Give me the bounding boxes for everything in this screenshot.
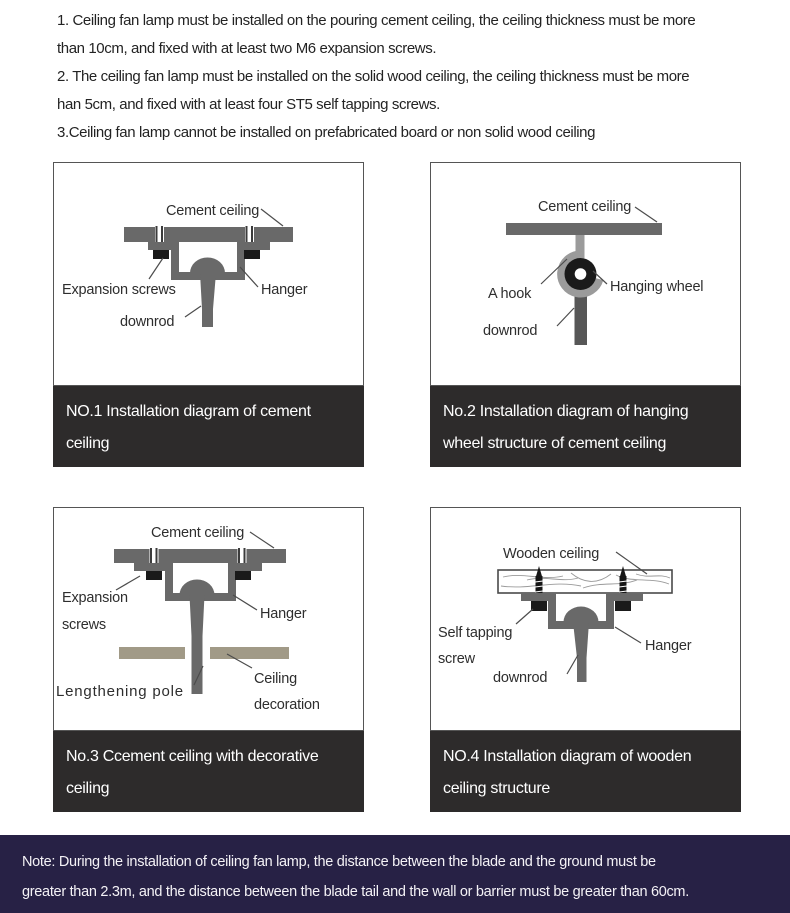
label-self-tapping: Self tapping — [438, 625, 513, 641]
label-expansion-screws: Expansion screws — [62, 282, 176, 298]
leader-expansion-screws — [149, 258, 163, 279]
label-hanging-wheel: Hanging wheel — [610, 279, 704, 295]
label-expansion: Expansion — [62, 590, 128, 606]
screw-head-right — [615, 601, 631, 611]
caption-line: wheel structure of cement ceiling — [443, 435, 667, 452]
caption-line: No.3 Ccement ceiling with decorative — [66, 748, 319, 765]
label-decoration: decoration — [254, 697, 320, 713]
leader-hanger — [233, 595, 257, 610]
label-lengthening-pole: Lengthening pole — [56, 683, 184, 700]
label-downrod: downrod — [483, 323, 538, 339]
rule-line-1: 1. Ceiling fan lamp must be installed on the pouring cement ceiling, the ceiling thickness must be more — [57, 12, 696, 29]
caption-line: NO.1 Installation diagram of cement — [66, 403, 311, 420]
label-screws: screws — [62, 617, 106, 633]
diagram-no1-canvas — [53, 162, 364, 386]
leader-self-tapping-screw — [516, 609, 533, 624]
downrod-shape — [200, 273, 216, 327]
hanger-dome — [180, 580, 215, 596]
rule-line-4: han 5cm, and fixed with at least four ST5 self tapping screws. — [57, 96, 440, 113]
label-wooden-ceiling: Wooden ceiling — [503, 546, 600, 562]
screw-nut-left — [153, 250, 169, 259]
wheel-hole — [575, 268, 587, 280]
leader-hanger — [615, 627, 641, 643]
caption-line: No.2 Installation diagram of hanging — [443, 403, 689, 420]
caption-line: ceiling — [66, 780, 110, 797]
diagram-no4-canvas — [430, 507, 741, 731]
ceiling-decoration-left — [119, 647, 185, 659]
rule-line-2: than 10cm, and fixed with at least two M6 expansion screws. — [57, 40, 437, 57]
cement-ceiling-bar — [124, 227, 293, 242]
label-cement-ceiling: Cement ceiling — [166, 203, 260, 219]
leader-cement-ceiling — [261, 209, 283, 226]
screw-head-left — [531, 601, 547, 611]
leader-downrod — [567, 655, 578, 674]
label-cement-ceiling: Cement ceiling — [151, 525, 245, 541]
diagram-card-no1 — [53, 162, 364, 467]
downrod-shape — [573, 622, 589, 682]
diagram-card-no2 — [430, 162, 741, 467]
label-hanger: Hanger — [645, 638, 692, 654]
diagram-no3-figure — [54, 508, 363, 730]
screw-nut-left — [146, 571, 162, 580]
leader-downrod — [557, 308, 574, 326]
leader-cement-ceiling — [250, 532, 274, 548]
note-line-2: greater than 2.3m, and the distance between the blade tail and the wall or barrier must be greater than 60cm. — [22, 884, 689, 900]
label-ceiling: Ceiling — [254, 671, 297, 687]
screw-nut-right — [244, 250, 260, 259]
caption-line: ceiling — [66, 435, 110, 452]
label-hanger: Hanger — [260, 606, 307, 622]
diagram-no3-caption — [53, 731, 364, 812]
cement-ceiling-bar — [506, 223, 662, 235]
label-downrod: downrod — [120, 314, 175, 330]
diagram-card-no3 — [53, 507, 364, 812]
cement-ceiling-bar — [114, 549, 286, 563]
label-screw: screw — [438, 651, 475, 667]
leader-expansion-screws — [116, 576, 140, 590]
hanger-dome — [190, 258, 225, 274]
diagram-no3-canvas — [53, 507, 364, 731]
note-line-1: Note: During the installation of ceiling fan lamp, the distance between the blade and the ground must be — [22, 854, 656, 870]
label-downrod: downrod — [493, 670, 548, 686]
diagram-no2-canvas — [430, 162, 741, 386]
diagram-no2-caption — [430, 386, 741, 467]
diagram-no1-figure — [54, 163, 363, 385]
installation-rules — [57, 7, 783, 147]
diagram-card-no4 — [430, 507, 741, 812]
leader-cement-ceiling — [635, 207, 657, 222]
rule-line-5: 3.Ceiling fan lamp cannot be installed on prefabricated board or non solid wood ceiling — [57, 124, 596, 141]
ceiling-decoration-right — [210, 647, 289, 659]
leader-downrod — [185, 306, 201, 317]
caption-line: ceiling structure — [443, 780, 550, 797]
label-cement-ceiling: Cement ceiling — [538, 199, 632, 215]
diagram-no4-figure — [431, 508, 740, 730]
diagram-no2-figure — [431, 163, 740, 385]
label-a-hook: A hook — [488, 286, 532, 302]
caption-line: NO.4 Installation diagram of wooden — [443, 748, 692, 765]
rule-line-3: 2. The ceiling fan lamp must be installed on the solid wood ceiling, the ceiling thickness must be more — [57, 68, 690, 85]
hanger-dome — [564, 607, 599, 622]
note-bar — [0, 835, 790, 913]
label-hanger: Hanger — [261, 282, 308, 298]
diagram-no4-caption — [430, 731, 741, 812]
diagram-no1-caption — [53, 386, 364, 467]
screw-nut-right — [235, 571, 251, 580]
